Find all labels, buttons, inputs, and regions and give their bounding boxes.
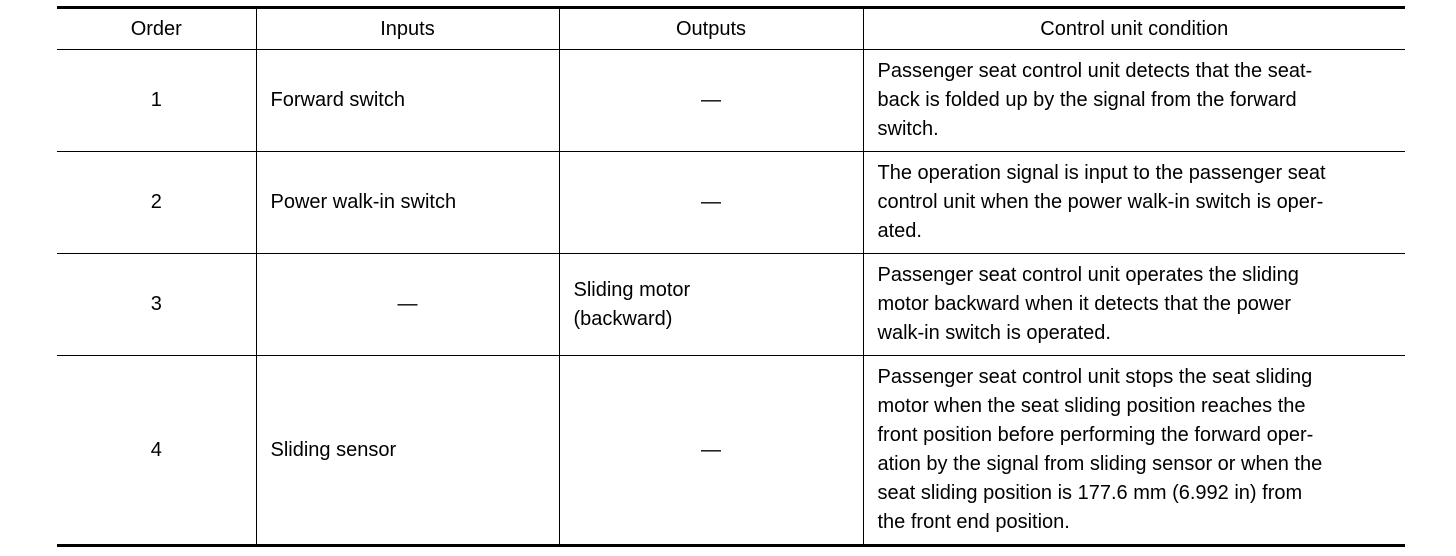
operation-sequence-table <box>57 6 1405 547</box>
condition-line: ation by the signal from sliding sensor or when the <box>877 453 1323 475</box>
cell-condition <box>863 50 1405 152</box>
condition-line: motor when the seat sliding position reaches the <box>877 395 1306 417</box>
cell-order: 1 <box>57 50 256 152</box>
table-row <box>57 50 1405 152</box>
table-row <box>57 152 1405 254</box>
condition-line: switch. <box>877 118 939 140</box>
cell-inputs: Power walk-in switch <box>256 152 559 254</box>
condition-line: motor backward when it detects that the power <box>877 293 1292 315</box>
condition-line: ated. <box>877 220 922 242</box>
header-order: Order <box>57 8 256 50</box>
condition-line: Passenger seat control unit stops the seat sliding <box>877 366 1313 388</box>
condition-line: the front end position. <box>877 511 1070 533</box>
cell-outputs: — <box>559 356 863 546</box>
condition-line: Passenger seat control unit detects that the seat- <box>877 60 1313 82</box>
outputs-line: Sliding motor <box>573 278 691 301</box>
header-row <box>57 8 1405 50</box>
cell-outputs: — <box>559 152 863 254</box>
cell-inputs: Forward switch <box>256 50 559 152</box>
condition-line: seat sliding position is 177.6 mm (6.992 in) from <box>877 482 1303 504</box>
cell-condition <box>863 356 1405 546</box>
condition-line: walk-in switch is operated. <box>877 322 1111 344</box>
outputs-line: (backward) <box>573 307 673 330</box>
cell-order: 4 <box>57 356 256 546</box>
cell-outputs <box>559 254 863 356</box>
cell-inputs: — <box>256 254 559 356</box>
cell-inputs: Sliding sensor <box>256 356 559 546</box>
condition-line: control unit when the power walk-in switch is oper- <box>877 191 1324 213</box>
header-outputs: Outputs <box>559 8 863 50</box>
table-row <box>57 356 1405 546</box>
condition-line: The operation signal is input to the passenger seat <box>877 162 1326 184</box>
cell-outputs: — <box>559 50 863 152</box>
table-row <box>57 254 1405 356</box>
cell-condition <box>863 152 1405 254</box>
header-condition: Control unit condition <box>863 8 1405 50</box>
condition-line: front position before performing the forward oper- <box>877 424 1314 446</box>
cell-order: 2 <box>57 152 256 254</box>
cell-order: 3 <box>57 254 256 356</box>
cell-condition <box>863 254 1405 356</box>
header-inputs: Inputs <box>256 8 559 50</box>
condition-line: Passenger seat control unit operates the sliding <box>877 264 1299 286</box>
condition-line: back is folded up by the signal from the forward <box>877 89 1297 111</box>
